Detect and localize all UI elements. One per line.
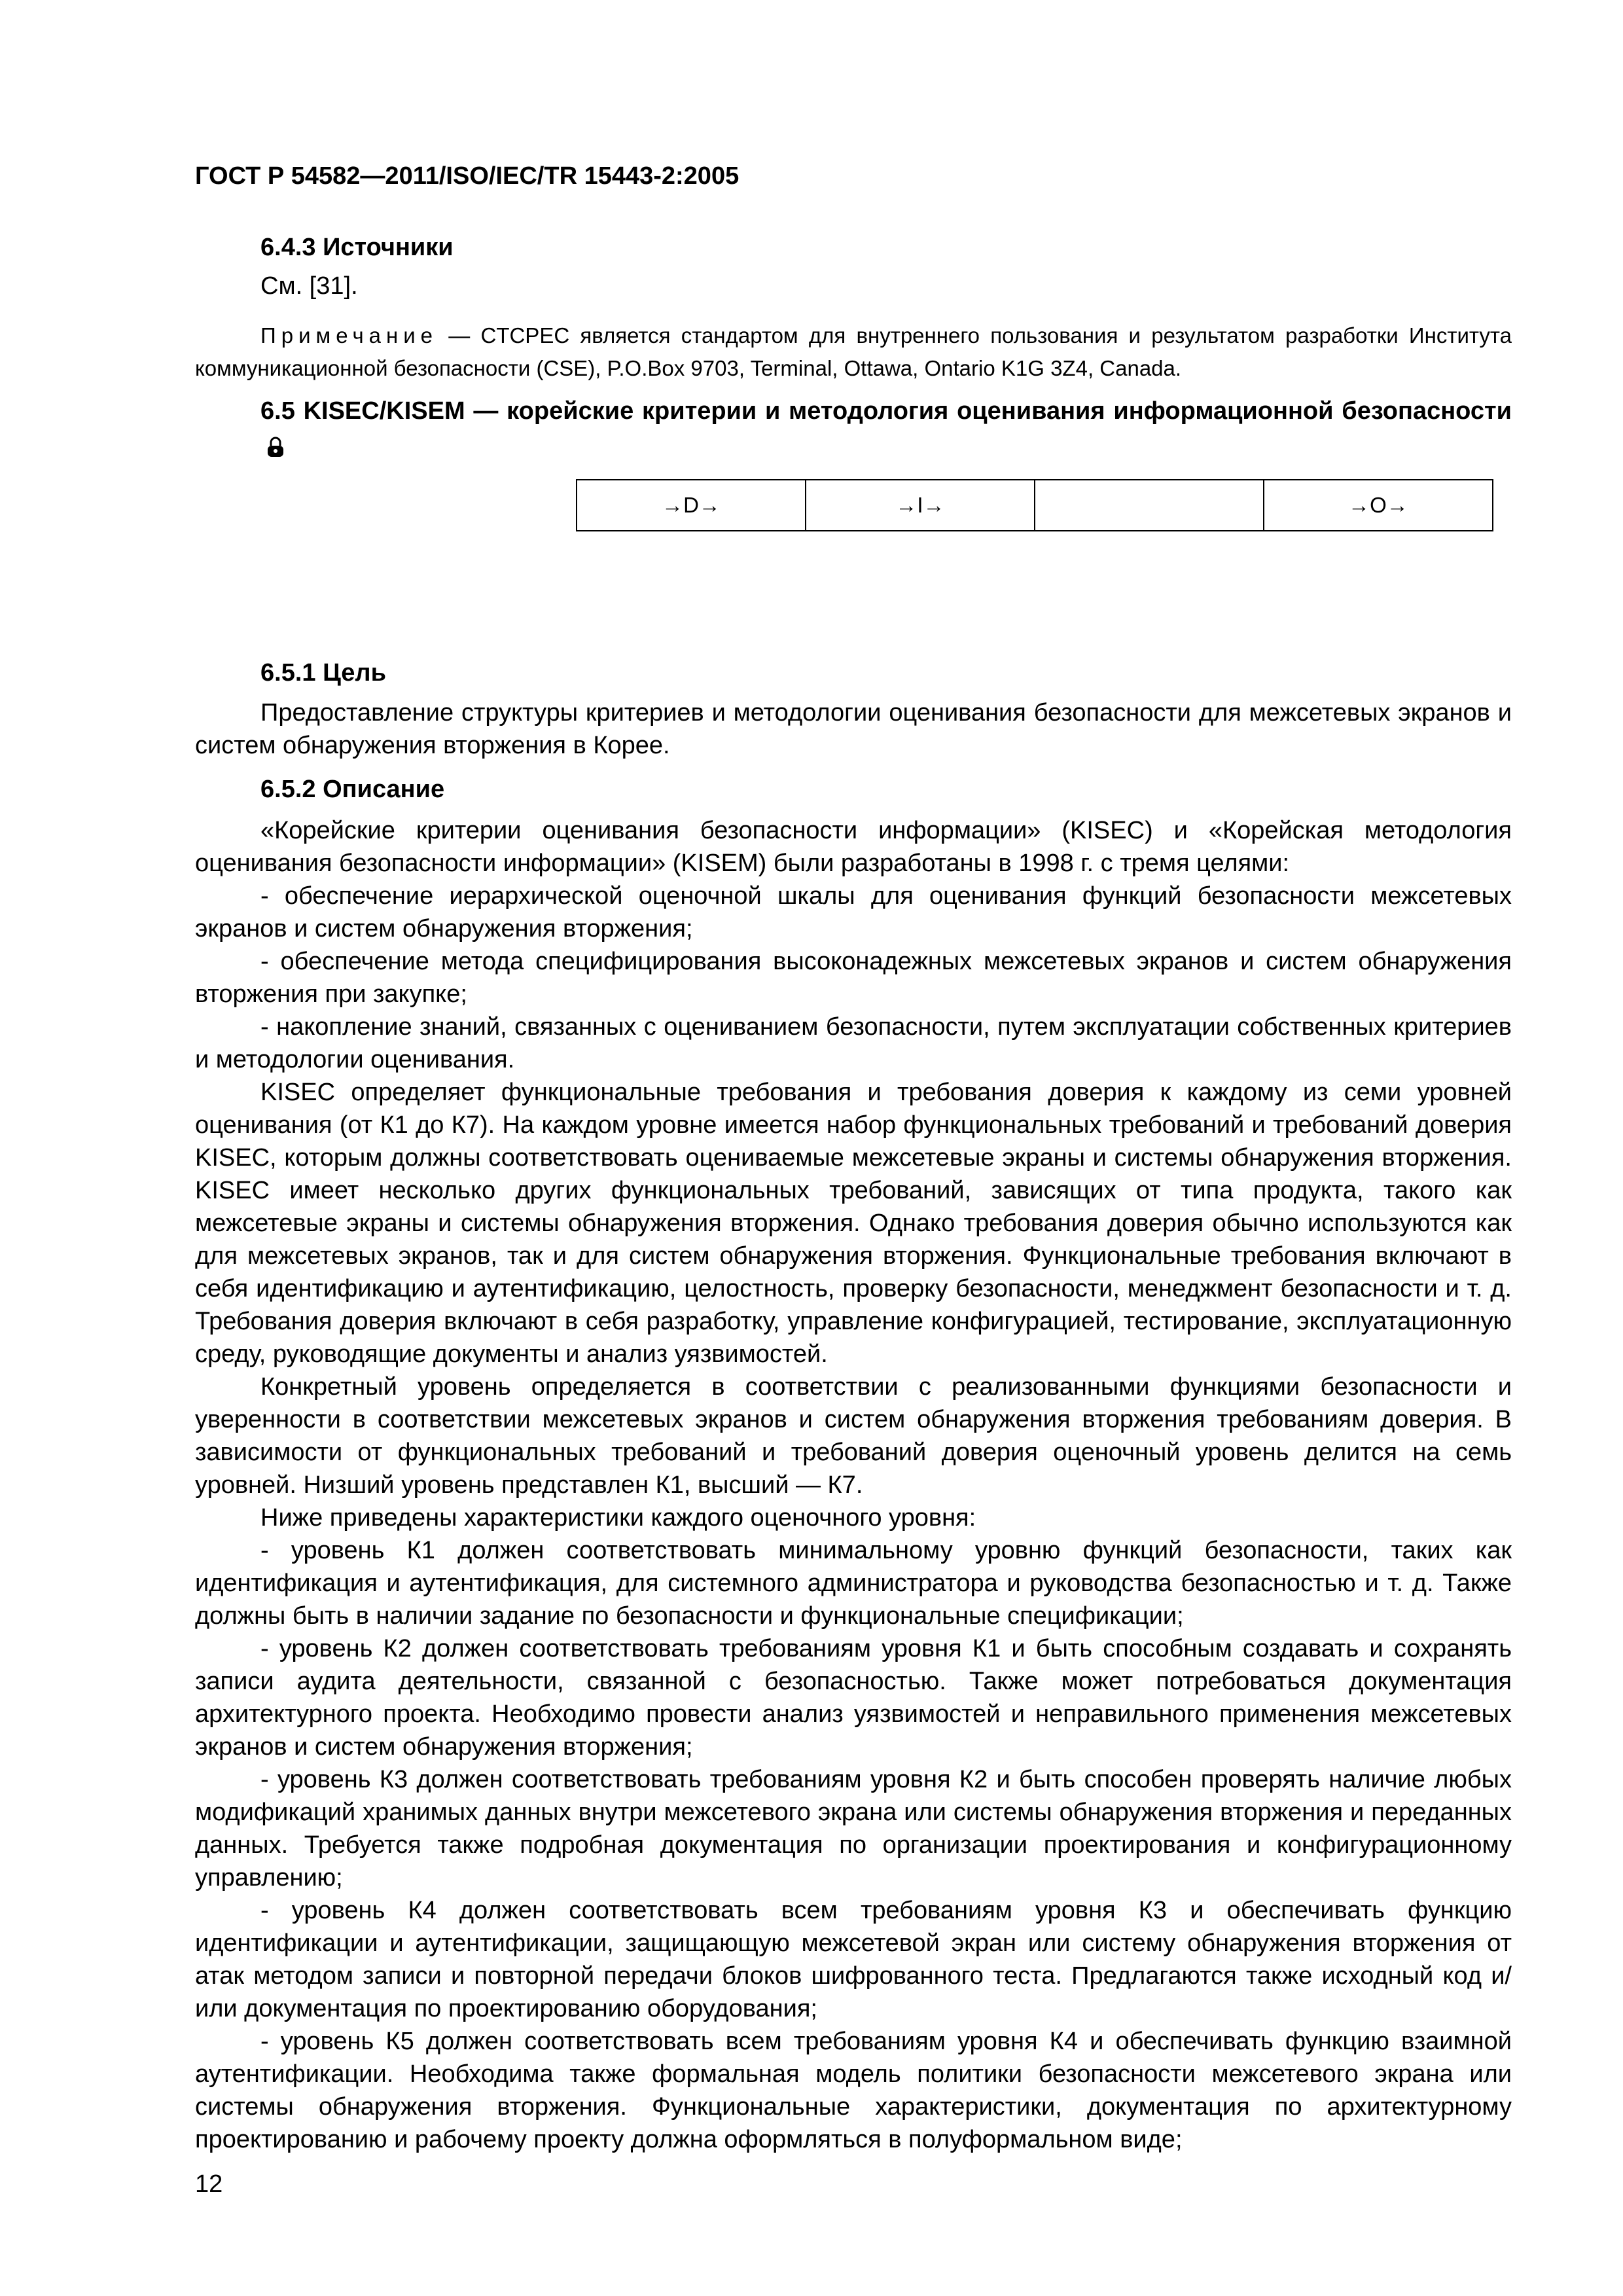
description-paragraph: - обеспечение иерархической оценочной шкалы для оценивания функций безопасности межсетевых экранов и систем обнаружения вторжения;	[195, 882, 1512, 942]
heading-6-4-3: 6.4.3 Источники	[260, 234, 454, 261]
document-header: ГОСТ Р 54582—2011/ISO/IEC/TR 15443-2:2005	[195, 162, 740, 190]
description-paragraph: Конкретный уровень определяется в соответствии с реализованными функциями безопасности и уверенности в соответствии межсетевых экранов и систем обнаружения вторжения требованиям доверия. В зависимости от функциональных требований и требований доверия оценочный уровень делится на семь уровней. Низший уровень представлен К1, высший — К7.	[195, 1373, 1512, 1499]
assurance-matrix	[576, 479, 1493, 531]
note-label: Примечание	[260, 323, 438, 348]
description-paragraph: - обеспечение метода специфицирования высоконадежных межсетевых экранов и систем обнаружения вторжения при закупке;	[195, 948, 1512, 1008]
description-paragraph: - уровень К1 должен соответствовать минимальному уровню функций безопасности, таких как идентификация и аутентификация, для системного администратора и руководства безопасностью и т. д. Также должны быть в наличии задание по безопасности и функциональные спецификации;	[195, 1537, 1512, 1630]
matrix-cell-empty	[1035, 480, 1264, 531]
description-paragraph: «Корейские критерии оценивания безопасности информации» (KISEC) и «Корейская методология оценивания безопасности информации» (KISEM) были разработаны в 1998 г. с тремя целями:	[195, 817, 1512, 877]
description-paragraph: - накопление знаний, связанных с оцениванием безопасности, путем эксплуатации собственных критериев и методологии оценивания.	[195, 1013, 1512, 1073]
section-6-5	[195, 393, 1512, 466]
matrix-cell-i: →I→	[806, 480, 1035, 531]
description-paragraph: - уровень К3 должен соответствовать требованиям уровня К2 и быть способен проверять наличие любых модификаций хранимых данных внутри межсетевого экрана или системы обнаружения вторжения и переданных данных. Требуется также подробная документация по организации проектирования и конфигурационному управлению;	[195, 1766, 1512, 1892]
matrix-cell-d: →D→	[577, 480, 806, 531]
description-paragraph: - уровень К2 должен соответствовать требованиям уровня К1 и быть способным создавать и сохранять записи аудита деятельности, связанной с безопасностью. Также может потребоваться документация архитектурного проекта. Необходимо провести анализ уязвимостей и неправильного применения межсетевых экранов и систем обнаружения вторжения;	[195, 1635, 1512, 1761]
description-paragraph: KISEC определяет функциональные требования и требования доверия к каждому из семи уровней оценивания (от К1 до К7). На каждом уровне имеется набор функциональных требований и требований доверия KISEC, которым должны соответствовать оцениваемые межсетевые экраны и системы обнаружения вторжения. KISEC имеет несколько других функциональных требований, зависящих от типа продукта, такого как межсетевые экраны и системы обнаружения вторжения. Однако требования доверия обычно используются как для межсетевых экранов, так и для систем обнаружения вторжения. Функциональные требования включают в себя идентификацию и аутентификацию, целостность, проверку безопасности, менеджмент безопасности и т. д. Требования доверия включают в себя разработку, управление конфигурацией, тестирование, эксплуатационную среду, руководящие документы и анализ уязвимостей.	[195, 1079, 1512, 1368]
page-number: 12	[195, 2170, 223, 2198]
heading-6-5-text: 6.5 KISEC/KISEM — корейские критерии и методология оценивания информационной безопасности	[260, 397, 1512, 425]
matrix-cell-o: →O→	[1264, 480, 1493, 531]
section-6-5-body	[195, 655, 1512, 2156]
description-paragraph: Ниже приведены характеристики каждого оценочного уровня:	[260, 1504, 976, 1532]
heading-6-5-2: 6.5.2 Описание	[260, 776, 445, 803]
note	[195, 319, 1512, 385]
lock-icon	[266, 432, 285, 454]
heading-6-5-1: 6.5.1 Цель	[260, 659, 386, 687]
description-paragraph: - уровень К4 должен соответствовать всем требованиям уровня К3 и обеспечивать функцию идентификации и аутентификации, защищающую межсетевой экран или систему обнаружения вторжения от атак методом записи и повторной передачи блоков шифрованного теста. Предлагаются также исходный код и/или документация по проектированию оборудования;	[195, 1897, 1512, 2022]
section-6-4-3	[195, 229, 1512, 385]
description-paragraph: - уровень К5 должен соответствовать всем требованиям уровня К4 и обеспечивать функцию взаимной аутентификации. Необходима также формальная модель политики безопасности межсетевого экрана или системы обнаружения вторжения. Функциональные характеристики, документация по архитектурному проектированию и рабочему проекту должна оформляться в полуформальном виде;	[195, 2028, 1512, 2153]
goal-text: Предоставление структуры критериев и методологии оценивания безопасности для межсетевых экранов и систем обнаружения вторжения в Корее.	[195, 699, 1512, 759]
sources-text: См. [31].	[260, 272, 358, 300]
note-text: — CTCPEC является стандартом для внутреннего пользования и результатом разработки Института коммуникационной безопасности (CSE), P.O.Box 9703, Terminal, Ottawa, Ontario K1G 3Z4, Canada.	[195, 323, 1512, 380]
heading-6-5	[195, 393, 1512, 466]
